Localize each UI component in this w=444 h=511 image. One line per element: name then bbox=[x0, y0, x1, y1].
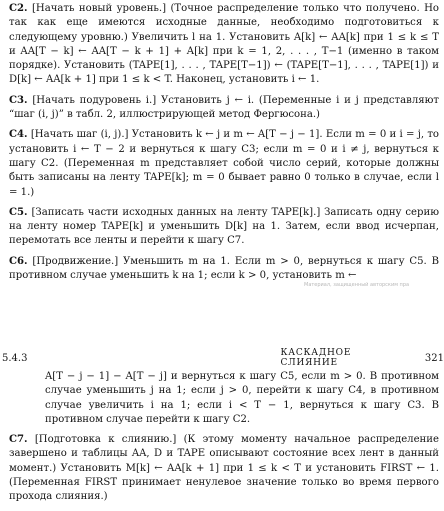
page-gap bbox=[0, 292, 444, 336]
step-c2 bbox=[9, 2, 439, 88]
step-text: [Продвижение.] Уменьшить m на 1. Если m > 0, вернуться к шагу C5. В противном случае уменьшить k на 1; если k > 0, установить m ← bbox=[9, 255, 439, 282]
step-c5 bbox=[9, 206, 439, 249]
text-block-top bbox=[9, 2, 439, 289]
section-number: 5.4.3 bbox=[2, 352, 28, 364]
step-text: [Начать шаг (i, j).] Установить k ← j и m ← A[T − j − 1]. Если m = 0 и i = j, то установить i ← T − 2 и вернуться к шагу C3; если m = 0 и i ≠ j, вернуться к шагу C2. (Переменная m представляет собой число серий, которые должны быть записаны на ленту TAPE[k]; m = 0 бывает равно 0 только в случае, если l = 1.) bbox=[9, 129, 439, 198]
step-c7 bbox=[9, 433, 439, 504]
step-number: C2. bbox=[9, 3, 28, 14]
step-number: C3. bbox=[9, 94, 28, 106]
step-c4 bbox=[9, 128, 439, 199]
step-c6 bbox=[9, 255, 439, 284]
step-text: [Подготовка к слиянию.] (К этому моменту начальное распределение завершено и таблицы AA, D и TAPE описывают состояние всех лент в данный момент.) Установить M[k] ← AA[k + 1] при 1 ≤ k < T и установить FIRST ← 1. (Переменная FIRST принимает ненулевое значение только во время первого прохода слияния.) bbox=[9, 434, 439, 503]
text-block-bottom bbox=[9, 370, 439, 511]
step-text: [Начать подуровень i.] Установить j ← i. (Переменные i и j представляют “шаг (i, j)” в табл. 2, иллюстрирующей метод Фергюсона.) bbox=[9, 94, 439, 121]
step-number: C6. bbox=[9, 255, 28, 267]
step-text: A[T − j − 1] − A[T − j] и вернуться к шагу C5, если m > 0. В противном случае уменьшить j на 1; если j > 0, перейти к шагу C4, в противном случае увеличить i на 1; если i < T − 1, вернуться к шагу C3. В противном случае перейти к шагу C2. bbox=[45, 371, 439, 425]
page-number: 321 bbox=[424, 352, 444, 364]
step-text: [Записать части исходных данных на ленту TAPE[k].] Записать одну серию на ленту номер TAPE[k] и уменьшить D[k] на 1. Затем, если ввод исчерпан, перемотать все ленты и перейти к шагу C7. bbox=[9, 206, 439, 247]
step-number: C5. bbox=[9, 206, 28, 218]
step-number: C4. bbox=[9, 129, 28, 141]
chapter-title: КАСКАДНОЕ СЛИЯНИЕ bbox=[280, 348, 352, 368]
step-c6-continuation bbox=[45, 370, 439, 427]
copyright-watermark: Материал, защищенный авторским пра bbox=[304, 282, 410, 288]
step-text: [Начать новый уровень.] (Точное распределение только что получено. Но так как еще имеются исходные данные, необходимо подготовиться к следующему уровню.) Увеличить l на 1. Установить A[k] ← AA[k] при 1 ≤ k ≤ T и AA[T − k] ← AA[T − k + 1] + A[k] при k = 1, 2, . . . , T−1 (именно в таком порядке). Установить (TAPE[1], . . . , TAPE[T−1]) ← (TAPE[T−1], . . . , TAPE[1]) и D[k] ← AA[k + 1] при 1 ≤ k < T. Наконец, установить i ← 1. bbox=[9, 3, 439, 86]
step-c3 bbox=[9, 94, 439, 123]
running-head bbox=[0, 348, 444, 368]
step-number: C7. bbox=[9, 434, 28, 446]
